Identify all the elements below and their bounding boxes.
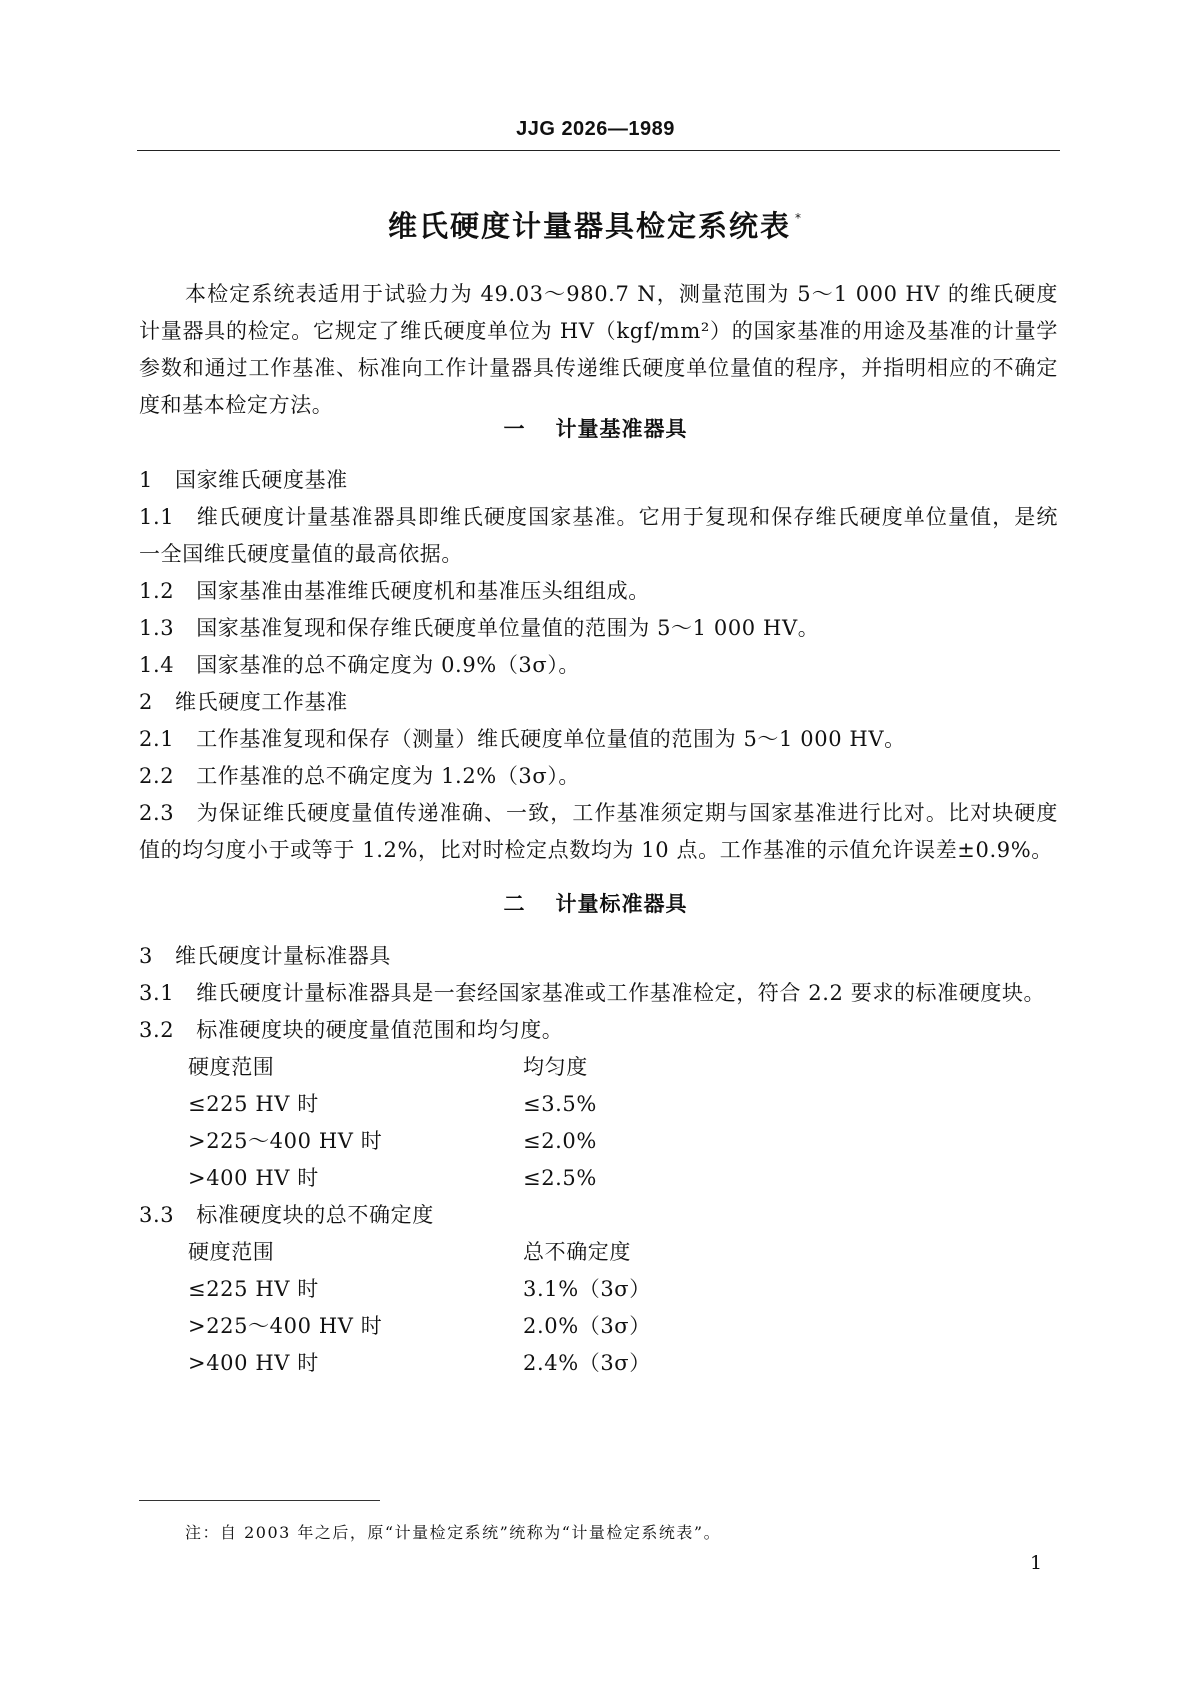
clause (139, 684, 1058, 721)
clause (139, 1012, 1058, 1049)
table-cell: 2.0%（3σ） (523, 1314, 651, 1338)
clause-number: 2.2 (139, 764, 175, 788)
clause-text: 维氏硬度计量基准器具即维氏硬度国家基准。它用于复现和保存维氏硬度单位量值，是统一全国维氏硬度量值的最高依据。 (139, 505, 1058, 566)
page-title (0, 204, 1191, 245)
table-row (139, 1271, 1058, 1308)
clause (139, 1197, 1058, 1234)
clause-number: 1 (139, 468, 153, 492)
table-header-cell: 硬度范围 (188, 1055, 275, 1079)
clause-number: 1.3 (139, 616, 175, 640)
clause-number: 2.3 (139, 801, 175, 825)
clause-number: 1.1 (139, 505, 175, 529)
clause (139, 721, 1058, 758)
clause (139, 610, 1058, 647)
table-row (139, 1086, 1058, 1123)
table-row (139, 1160, 1058, 1197)
footnote-divider (139, 1500, 380, 1501)
table-header-row (139, 1234, 1058, 1271)
header-divider (137, 150, 1060, 151)
section-title: 计量标准器具 (555, 892, 688, 916)
clause-text: 标准硬度块的硬度量值范围和均匀度。 (196, 1018, 564, 1042)
table-cell: >400 HV 时 (188, 1351, 319, 1375)
section-heading-1 (0, 413, 1191, 443)
section-number: 二 (503, 892, 526, 916)
section-heading-2 (0, 888, 1191, 918)
footnote: 注：自 2003 年之后，原“计量检定系统”统称为“计量检定系统表”。 (185, 1523, 722, 1542)
clause-number: 3.3 (139, 1203, 175, 1227)
clause-text: 工作基准复现和保存（测量）维氏硬度单位量值的范围为 5～1 000 HV。 (196, 727, 906, 751)
clause (139, 499, 1058, 573)
clause (139, 462, 1058, 499)
intro-paragraph: 本检定系统表适用于试验力为 49.03～980.7 N，测量范围为 5～1 000 HV 的维氏硬度计量器具的检定。它规定了维氏硬度单位为 HV（kgf/mm²）的国家基准的用途及基准的计量学参数和通过工作基准、标准向工作计量器具传递维氏硬度单位量值的程序，并指明相应的不确定度和基本检定方法。 (139, 282, 1058, 417)
table-cell: 3.1%（3σ） (523, 1277, 651, 1301)
clause-text: 维氏硬度计量标准器具 (174, 944, 391, 968)
table-header-row (139, 1049, 1058, 1086)
table-cell: >400 HV 时 (188, 1166, 319, 1190)
table-cell: ≤3.5% (523, 1092, 597, 1116)
clause-text: 国家基准复现和保存维氏硬度单位量值的范围为 5～1 000 HV。 (196, 616, 820, 640)
clause-text: 标准硬度块的总不确定度 (196, 1203, 434, 1227)
table-cell: ≤225 HV 时 (188, 1092, 319, 1116)
clause-number: 3.2 (139, 1018, 175, 1042)
page-title-text: 维氏硬度计量器具检定系统表 (387, 209, 791, 243)
table-cell: ≤2.0% (523, 1129, 597, 1153)
clause-number: 3.1 (139, 981, 175, 1005)
table-cell: >225～400 HV 时 (188, 1314, 383, 1338)
clause-text: 为保证维氏硬度量值传递准确、一致，工作基准须定期与国家基准进行比对。比对块硬度值的均匀度小于或等于 1.2%，比对时检定点数均为 10 点。工作基准的示值允许误差±0.9%。 (139, 801, 1058, 862)
title-footnote-mark: * (795, 211, 803, 225)
clause-text: 工作基准的总不确定度为 1.2%（3σ）。 (196, 764, 581, 788)
clause (139, 975, 1058, 1012)
clause (139, 647, 1058, 684)
clause-number: 1.2 (139, 579, 175, 603)
table-header-cell: 均匀度 (523, 1055, 588, 1079)
table-cell: ≤225 HV 时 (188, 1277, 319, 1301)
clause-text: 维氏硬度计量标准器具是一套经国家基准或工作基准检定，符合 2.2 要求的标准硬度块。 (196, 981, 1046, 1005)
table-row (139, 1345, 1058, 1382)
page-number: 1 (1030, 1552, 1043, 1574)
clause-text: 国家基准的总不确定度为 0.9%（3σ）。 (196, 653, 581, 677)
table-row (139, 1123, 1058, 1160)
clause (139, 758, 1058, 795)
clause-text: 国家维氏硬度基准 (174, 468, 348, 492)
clause (139, 938, 1058, 975)
section-number: 一 (503, 417, 526, 441)
clause (139, 795, 1058, 869)
table-header-cell: 总不确定度 (523, 1240, 631, 1264)
clause-number: 2.1 (139, 727, 175, 751)
clause-number: 3 (139, 944, 153, 968)
section-2-body (139, 938, 1058, 1382)
section-title: 计量基准器具 (555, 417, 688, 441)
table-cell: >225～400 HV 时 (188, 1129, 383, 1153)
document-code: JJG 2026—1989 (516, 118, 675, 140)
clause-text: 国家基准由基准维氏硬度机和基准压头组组成。 (196, 579, 650, 603)
table-cell: 2.4%（3σ） (523, 1351, 651, 1375)
clause-number: 2 (139, 690, 153, 714)
table-cell: ≤2.5% (523, 1166, 597, 1190)
clause (139, 573, 1058, 610)
clause-text: 维氏硬度工作基准 (174, 690, 348, 714)
section-1-body (139, 462, 1058, 869)
table-row (139, 1308, 1058, 1345)
table-header-cell: 硬度范围 (188, 1240, 275, 1264)
clause-number: 1.4 (139, 653, 175, 677)
